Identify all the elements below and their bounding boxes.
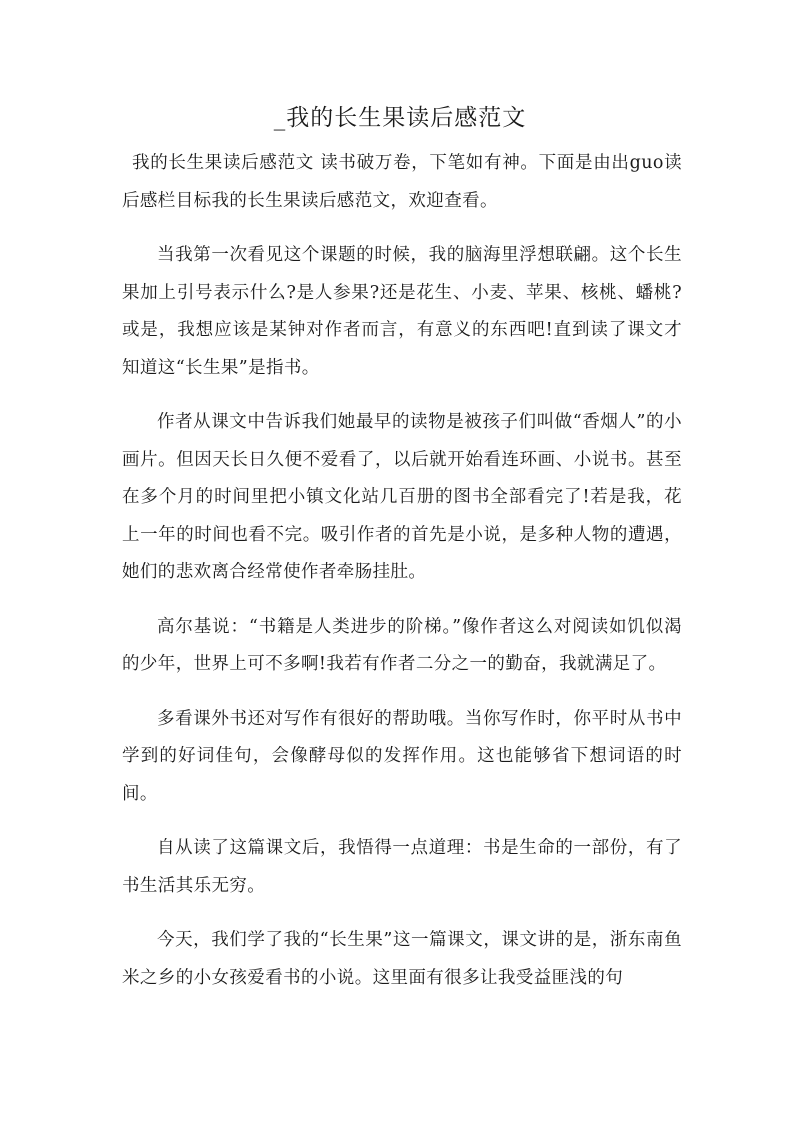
paragraph: 今天，我们学了我的“长生果”这一篇课文，课文讲的是，浙东南鱼米之乡的小女孩爱看书的小说。这里面有很多让我受益匪浅的句	[122, 930, 682, 988]
document-title: _我的长生果读后感范文	[273, 105, 527, 131]
document-body	[122, 145, 682, 1014]
paragraph-intro: 我的长生果读后感范文 读书破万卷，下笔如有神。下面是由出guo读后感栏目标我的长生果读后感范文，欢迎查看。	[122, 153, 682, 211]
paragraph: 多看课外书还对写作有很好的帮助哦。当你写作时，你平时从书中学到的好词佳句，会像酵母似的发挥作用。这也能够省下想词语的时间。	[122, 708, 682, 804]
paragraph: 高尔基说：“书籍是人类进步的阶梯。”像作者这么对阅读如饥似渴的少年，世界上可不多啊!我若有作者二分之一的勤奋，我就满足了。	[122, 616, 682, 674]
paragraph: 当我第一次看见这个课题的时候，我的脑海里浮想联翩。这个长生果加上引号表示什么?是人参果?还是花生、小麦、苹果、核桃、蟠桃?或是，我想应该是某钟对作者而言，有意义的东西吧!直到读了课文才知道这“长生果”是指书。	[122, 245, 682, 378]
paragraph: 自从读了这篇课文后，我悟得一点道理：书是生命的一部份，有了书生活其乐无穷。	[122, 838, 682, 896]
paragraph: 作者从课文中告诉我们她最早的读物是被孩子们叫做“香烟人”的小画片。但因天长日久便不爱看了，以后就开始看连环画、小说书。甚至在多个月的时间里把小镇文化站几百册的图书全部看完了!若是我，花上一年的时间也看不完。吸引作者的首先是小说，是多种人物的遭遇，她们的悲欢离合经常使作者牵肠挂肚。	[122, 412, 682, 582]
